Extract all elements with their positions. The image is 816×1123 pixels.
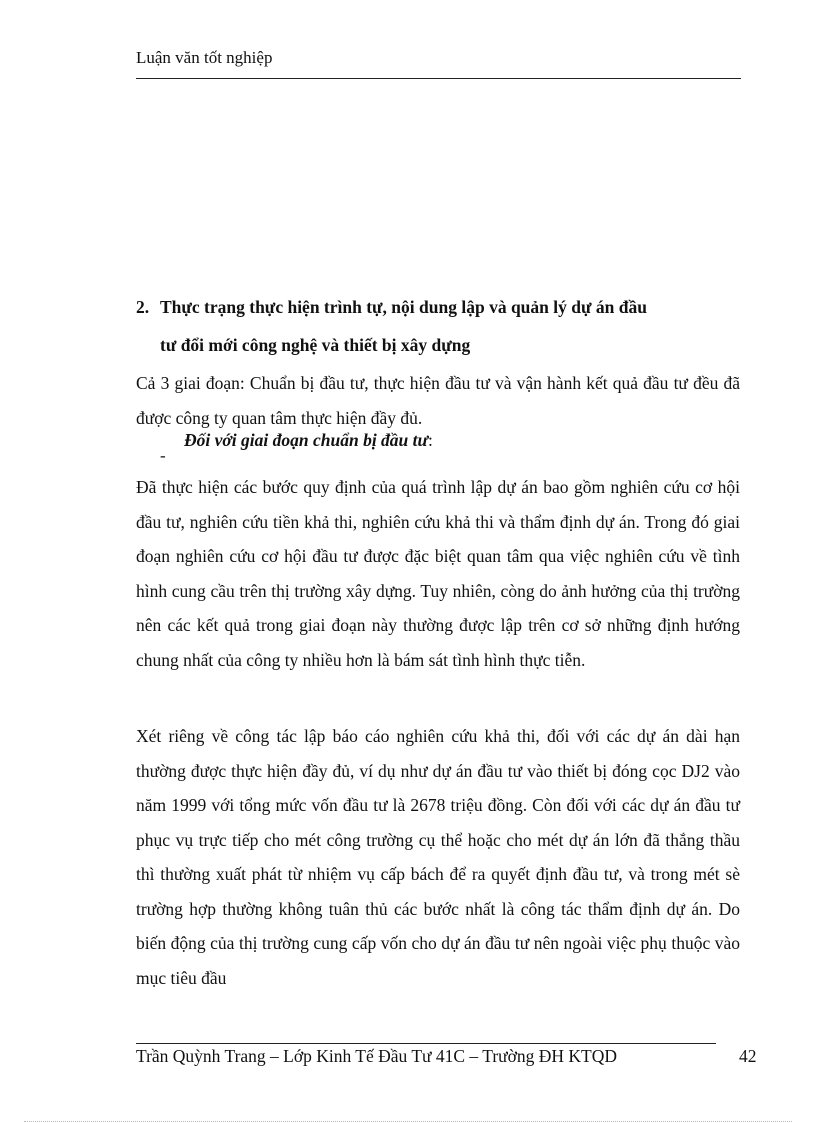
paragraph-preparation: Đã thực hiện các bước quy định của quá trình lập dự án bao gồm nghiên cứu cơ hội đầu tư, nghiên cứu tiền khả thi, nghiên cứu khả thi và thẩm định dự án. Trong đó giai đoạn nghiên cứu cơ hội đầu tư được đặc biệt quan tâm qua việc nghiên cứu về tình hình cung cầu trên thị trường xây dựng. Tuy nhiên, còng do ảnh hưởng của thị trường nên các kết quả trong giai đoạn này thường được lập trên cơ sở những định hướng chung nhất của công ty nhiều hơn là bám sát tình hình thực tiễn. — [136, 477, 740, 670]
paragraph-intro: Cả 3 giai đoạn: Chuẩn bị đầu tư, thực hiện đầu tư và vận hành kết quả đầu tư đều đã được công ty quan tâm thực hiện đầy đủ. — [136, 373, 740, 428]
section-number: 2. — [136, 297, 150, 317]
section-title-part2: tư đổi mới công nghệ và thiết bị xây dựng — [160, 335, 471, 355]
subheading — [184, 430, 433, 451]
page-bottom-edge — [24, 1121, 792, 1122]
section-heading-line1 — [136, 288, 742, 326]
page-number: 42 — [739, 1046, 757, 1066]
section-heading — [136, 288, 742, 364]
header-divider — [136, 78, 741, 79]
section-title-part1: Thực trạng thực hiện trình tự, nội dung lập và quản lý dự án đầu — [160, 297, 647, 317]
subheading-colon: : — [428, 430, 433, 450]
bullet-dash: - — [160, 446, 166, 465]
subheading-text: Đối với giai đoạn chuẩn bị đầu tư — [184, 430, 429, 450]
running-header: Luận văn tốt nghiệp — [136, 48, 273, 67]
footer-author: Trần Quỳnh Trang – Lớp Kinh Tế Đầu Tư 41C – Trường ĐH KTQD — [136, 1046, 618, 1066]
paragraph-feasibility: Xét riêng về công tác lập báo cáo nghiên cứu khả thi, đối với các dự án dài hạn thường được thực hiện đầy đủ, ví dụ như dự án đầu tư vào thiết bị đóng cọc DJ2 vào năm 1999 với tổng mức vốn đầu tư là 2678 triệu đồng. Còn đối với các dự án đầu tư phục vụ trực tiếp cho mét công trường cụ thể hoặc cho mét dự án lớn đã thắng thầu thì thường xuất phát từ nhiệm vụ cấp bách để ra quyết định đầu tư, và trong mét sè trường hợp thường không tuân thủ các bước nhất là công tác thẩm định dự án. Do biến động của thị trường cung cấp vốn cho dự án đầu tư nên ngoài việc phụ thuộc vào mục tiêu đầu — [136, 726, 740, 988]
footer-divider — [136, 1043, 716, 1044]
